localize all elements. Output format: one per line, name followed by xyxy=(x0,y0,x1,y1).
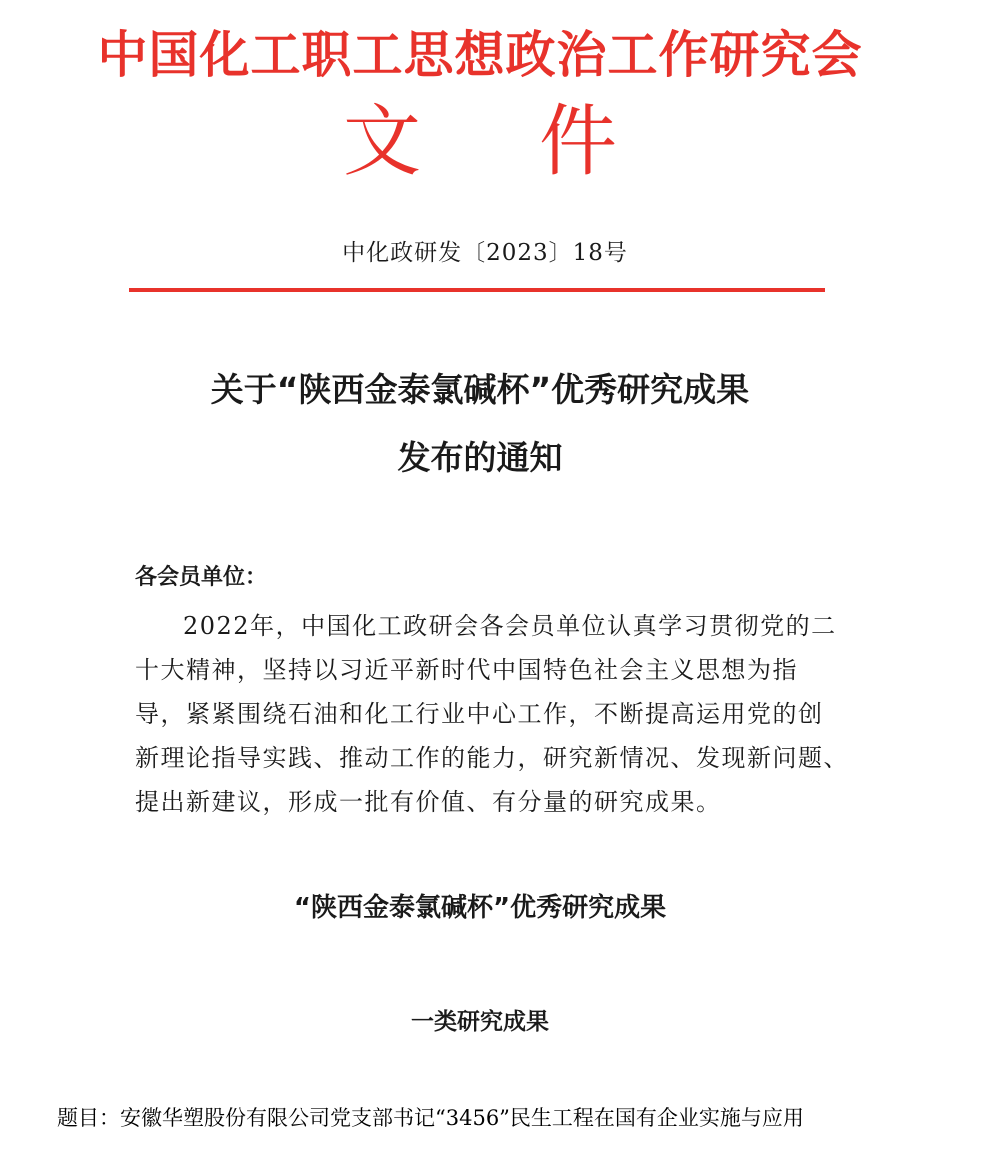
caption-label: 题目： xyxy=(57,1106,120,1130)
organization-name: 中国化工职工思想政治工作研究会 xyxy=(97,26,863,84)
body-line: 导，紧紧围绕石油和化工行业中心工作，不断提高运用党的创 xyxy=(135,700,824,728)
body-line: 十大精神，坚持以习近平新时代中国特色社会主义思想为指 xyxy=(135,656,798,684)
document-number: 中化政研发〔2023〕18号 xyxy=(342,240,628,266)
body-line: 新理论指导实践、推动工作的能力，研究新情况、发现新问题、 xyxy=(135,744,849,772)
notice-title-line-2: 发布的通知 xyxy=(397,438,563,477)
red-divider-line xyxy=(129,288,825,292)
body-paragraph xyxy=(135,604,849,824)
category-heading: 一类研究成果 xyxy=(411,1009,549,1035)
caption xyxy=(57,1098,987,1138)
body-line: 提出新建议，形成一批有价值、有分量的研究成果。 xyxy=(135,788,722,816)
document-type: 文件 xyxy=(342,97,735,187)
body-line: 2022年，中国化工政研会各会员单位认真学习贯彻党的二 xyxy=(183,612,837,640)
section-heading: “陕西金泰氯碱杯”优秀研究成果 xyxy=(293,893,667,923)
salutation: 各会员单位： xyxy=(135,565,268,590)
notice-title-line-1: 关于“陕西金泰氯碱杯”优秀研究成果 xyxy=(210,370,750,409)
caption-text: 安徽华塑股份有限公司党支部书记“3456”民生工程在国有企业实施与应用 xyxy=(120,1106,804,1130)
